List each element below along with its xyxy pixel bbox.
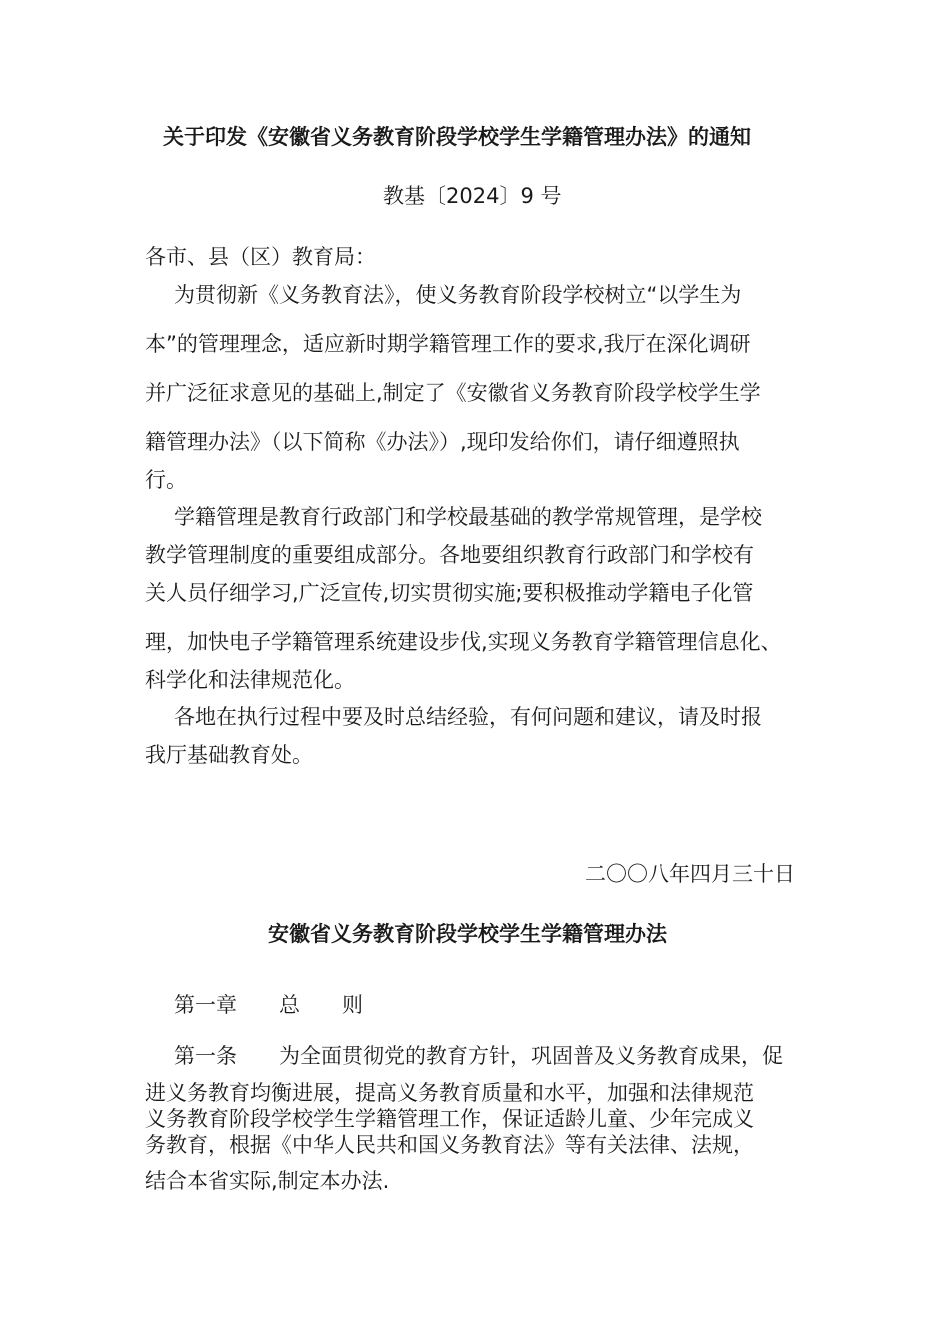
measures-title: 安徽省义务教育阶段学校学生学籍管理办法 (268, 922, 667, 946)
paragraph-1-line: 行。 (145, 468, 187, 492)
salutation: 各市、县（区）教育局： (145, 245, 376, 269)
paragraph-2-line: 关人员仔细学习,广泛宣传,切实贯彻实施;要积极推动学籍电子化管 (145, 581, 754, 605)
paragraph-3-line: 我厅基础教育处。 (145, 743, 313, 767)
article-1-line: 务教育，根据《中华人民共和国义务教育法》等有关法律、法规， (145, 1133, 754, 1157)
paragraph-1-line: 籍管理办法》（以下简称《办法》）,现印发给你们，请仔细遵照执 (145, 430, 740, 454)
paragraph-1-line: 为贯彻新《义务教育法》，使义务教育阶段学校树立“以学生为 (174, 283, 742, 307)
paragraph-2-line: 学籍管理是教育行政部门和学校最基础的教学常规管理，是学校 (174, 505, 762, 529)
paragraph-3-line: 各地在执行过程中要及时总结经验，有何问题和建议，请及时报 (174, 705, 762, 729)
article-1-line: 第一条 为全面贯彻党的教育方针，巩固普及义务教育成果，促 (174, 1044, 783, 1068)
article-1-line: 结合本省实际,制定本办法. (145, 1169, 390, 1193)
article-1-line: 进义务教育均衡进展，提高义务教育质量和水平，加强和法律规范 (145, 1081, 754, 1105)
paragraph-2-line: 理，加快电子学籍管理系统建设步伐,实现义务教育学籍管理信息化、 (145, 630, 782, 654)
paragraph-1-line: 并广泛征求意见的基础上,制定了《安徽省义务教育阶段学校学生学 (145, 381, 761, 405)
article-1-line: 义务教育阶段学校学生学籍管理工作，保证适龄儿童、少年完成义 (145, 1107, 754, 1131)
chapter-heading: 第一章 总 则 (174, 993, 363, 1017)
paragraph-2-line: 科学化和法律规范化。 (145, 668, 355, 692)
notice-title: 关于印发《安徽省义务教育阶段学校学生学籍管理办法》的通知 (163, 125, 751, 149)
document-number: 教基〔2024〕9 号 (383, 184, 562, 208)
paragraph-2-line: 教学管理制度的重要组成部分。各地要组织教育行政部门和学校有 (145, 543, 754, 567)
notice-date: 二〇〇八年四月三十日 (585, 862, 795, 886)
paragraph-1-line: 本”的管理理念，适应新时期学籍管理工作的要求,我厅在深化调研 (145, 332, 751, 356)
